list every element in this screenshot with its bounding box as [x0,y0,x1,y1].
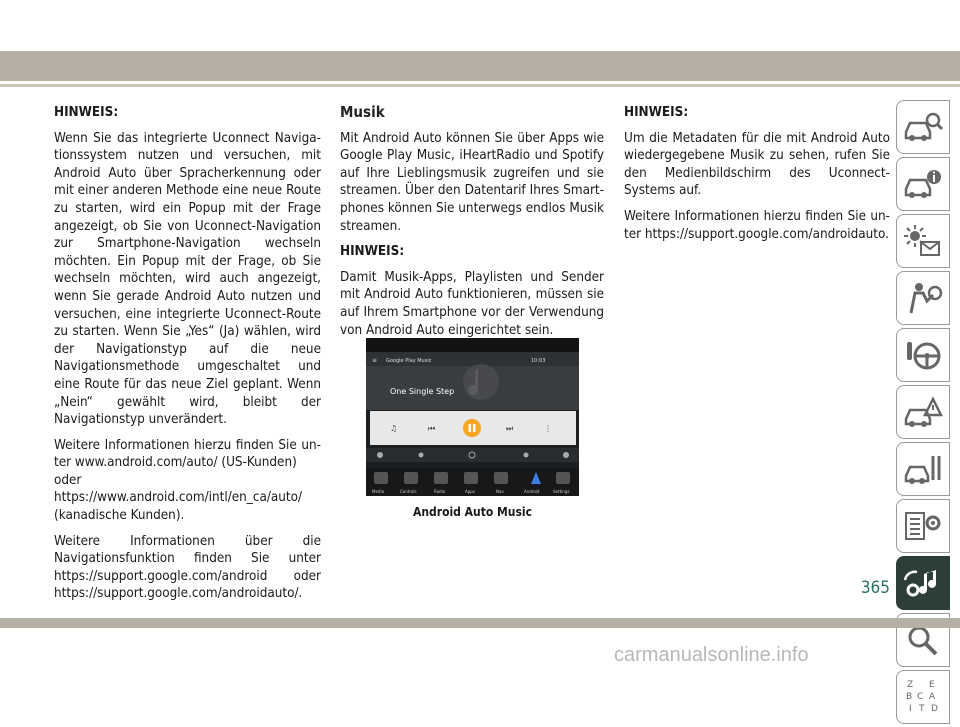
note-heading: HINWEIS: [340,244,405,260]
header-rule [0,84,960,87]
column-1 [54,104,321,611]
tab-safety[interactable] [896,271,950,325]
search-icon [903,623,943,657]
note-paragraph: Damit Musik-Apps, Playlisten und Sender mit Android Auto funktionieren, müssen sie auf Ihrem Smartphone vor der Verwendung von Android Auto eingerichtet sein. [340,269,604,338]
index-letter-d: D [931,704,938,714]
footer-band [0,618,960,628]
more-info-paragraph: Weitere Informationen hierzu finden Sie unter https://support.google.com/androidauto. [624,208,890,242]
spec-gear-icon [903,509,943,543]
index-letter-i: I [909,704,912,714]
column-3 [624,104,890,251]
tab-index[interactable] [896,670,950,724]
chapter-tabs [896,100,952,727]
index-letter-b: B [906,692,913,702]
svg-text:⏮: ⏮ [428,424,436,433]
index-icon [903,677,943,717]
nav-apps: Apps [465,489,475,494]
column-2 [340,104,604,347]
section-heading-musik: Musik [340,103,385,121]
svg-text:≡: ≡ [372,357,378,364]
tab-car-breakdown[interactable] [896,385,950,439]
android-auto-screen [366,338,579,496]
svg-text:⋮: ⋮ [544,424,552,433]
warning-lights-icon [903,224,943,258]
top-margin [0,0,960,48]
tab-car-info[interactable] [896,157,950,211]
watermark: carmanualsonline.info [614,644,809,666]
index-letter-t: T [919,704,925,714]
car-info-icon [903,167,943,201]
more-info-paragraph [54,437,321,525]
car-breakdown-icon [903,395,943,429]
navigation-info-url-2: https://support.google.com/androidauto/. [54,586,303,602]
index-letter-a: A [929,692,936,702]
nav-media: Media [372,489,385,494]
navigation-info-paragraph [54,533,321,603]
note-paragraph: Wenn Sie das integrierte Uconnect Navigationssystem nutzen und versuchen, mit Android Auto über Spracherkennung oder mit einer anderen Methode eine neue Route zu starten, wird ein Popup mit der Frage angezeigt, ob Sie von Uconnect-Navigation zur Smartphone-Navigation wechseln möchten. Ein Popup mit der Frage, ob Sie wechseln möchten, wird auch angezeigt, wenn Sie gerade Android Auto nutzen und versuchen, eine integrierte Uconnect-Route zu starten. Wenn Sie „Yes“ (Ja) wählen, wird der Navigationstyp auf die neue Navigationsmethode umgeschaltet und eine Route für das neue Ziel geplant. Wenn „Nein“ gewählt wird, bleibt der Navigationstyp unverändert. [54,130,321,428]
tab-specifications[interactable] [896,499,950,553]
tab-car-service[interactable] [896,442,950,496]
track-title: One Single Step [390,387,455,396]
steering-wheel-icon [903,338,943,372]
header-band [0,51,960,81]
app-name: Google Play Music [386,358,432,364]
more-info-url: https://www.android.com/intl/en_ca/auto/ [54,490,303,506]
clock: 10:03 [531,358,546,364]
note-paragraph: Um die Metadaten für die mit Android Auto wiedergegebene Musik zu sehen, rufen Sie den Medienbildschirm des Uconnect-Systems auf. [624,130,890,199]
svg-text:♫: ♫ [390,424,398,433]
screenshot-caption: Android Auto Music [412,505,533,519]
more-info-text: Weitere Informationen hierzu finden Sie unter www.android.com/auto/ (US-Kunden) [54,437,321,471]
car-service-icon [903,452,943,486]
more-info-tail: (kanadische Kunden). [54,508,185,524]
multimedia-icon [903,566,943,600]
index-letter-z: Z [907,680,914,690]
navigation-info-text: Weitere Informationen über die Navigationsfunktion finden Sie unter [54,533,321,567]
car-search-icon [903,110,943,144]
safety-airbag-icon [903,281,943,315]
nav-radio: Radio [434,489,446,494]
svg-text:⏭: ⏭ [506,424,514,433]
navigation-info-url: https://support.google.com/android oder [54,568,321,584]
tab-steering-wheel[interactable] [896,328,950,382]
nav-settings: Settings [553,489,570,494]
nav-nav: Nav [496,489,504,494]
nav-controls: Controls [400,489,417,494]
android-auto-screenshot [366,338,579,496]
music-paragraph: Mit Android Auto können Sie über Apps wie Google Play Music, iHeartRadio und Spotify auf Ihre Lieblingsmusik zugreifen und sie streamen. Über den Datentarif Ihres Smartphones können Sie unterwegs endlos Musik streamen. [340,130,604,234]
tab-car-search[interactable] [896,100,950,154]
index-letter-e: E [929,680,935,690]
note-heading: HINWEIS: [54,105,119,120]
page-number: 365 [860,578,890,598]
nav-android: Android [524,489,540,494]
note-heading: HINWEIS: [624,105,689,120]
more-info-oder: oder [54,472,82,488]
tab-warning-lights[interactable] [896,214,950,268]
index-letter-c: C [917,692,924,702]
tab-multimedia[interactable] [896,556,950,610]
